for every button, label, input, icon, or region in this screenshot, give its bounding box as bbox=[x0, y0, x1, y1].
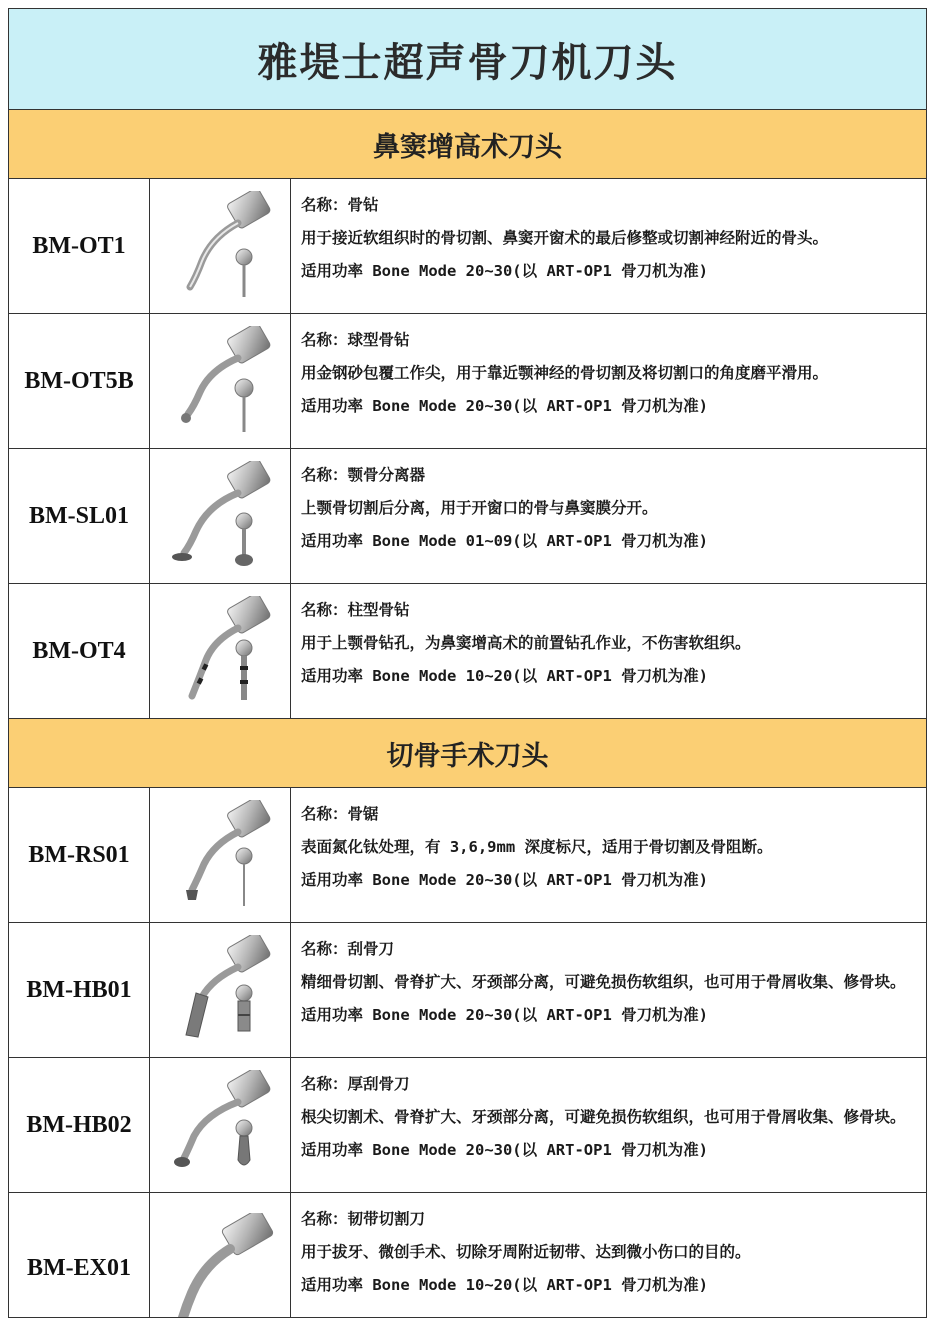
product-power: 适用功率 Bone Mode 01~09(以 ART-OP1 骨刀机为准) bbox=[301, 532, 708, 550]
section-heading-bone-cutting: 切骨手术刀头 bbox=[9, 719, 926, 788]
product-name: 名称：骨钻 bbox=[301, 196, 379, 214]
product-power: 适用功率 Bone Mode 20~30(以 ART-OP1 骨刀机为准) bbox=[301, 262, 708, 280]
product-image bbox=[150, 449, 291, 583]
product-name: 名称：刮骨刀 bbox=[301, 940, 395, 958]
product-code: BM-RS01 bbox=[9, 788, 150, 922]
product-description bbox=[291, 1058, 926, 1192]
flat-blade-tip-icon bbox=[160, 935, 280, 1045]
page-title: 雅堤士超声骨刀机刀头 bbox=[257, 39, 678, 86]
product-row bbox=[9, 788, 926, 923]
product-image bbox=[150, 1193, 291, 1318]
product-image bbox=[150, 179, 291, 313]
round-small-tip-icon bbox=[160, 191, 280, 301]
product-power: 适用功率 Bone Mode 20~30(以 ART-OP1 骨刀机为准) bbox=[301, 1006, 708, 1024]
product-power: 适用功率 Bone Mode 20~30(以 ART-OP1 骨刀机为准) bbox=[301, 1141, 708, 1159]
column-tip-icon bbox=[160, 596, 280, 706]
product-usage: 根尖切割术、骨脊扩大、牙颈部分离，可避免损伤软组织，也可用于骨屑收集、修骨块。 bbox=[301, 1108, 906, 1126]
product-row bbox=[9, 179, 926, 314]
product-name: 名称：柱型骨钻 bbox=[301, 601, 410, 619]
product-code: BM-HB01 bbox=[9, 923, 150, 1057]
thick-blade-tip-icon bbox=[160, 1070, 280, 1180]
product-row bbox=[9, 1193, 926, 1318]
product-row bbox=[9, 584, 926, 719]
product-row bbox=[9, 314, 926, 449]
product-power: 适用功率 Bone Mode 20~30(以 ART-OP1 骨刀机为准) bbox=[301, 871, 708, 889]
product-usage: 表面氮化钛处理，有 3,6,9mm 深度标尺，适用于骨切割及骨阻断。 bbox=[301, 838, 773, 856]
product-code: BM-OT1 bbox=[9, 179, 150, 313]
product-usage: 用于上颚骨钻孔，为鼻窦增高术的前置钻孔作业，不伤害软组织。 bbox=[301, 634, 751, 652]
product-usage: 用于接近软组织时的骨切割、鼻窦开窗术的最后修整或切割神经附近的骨头。 bbox=[301, 229, 829, 247]
product-image bbox=[150, 788, 291, 922]
product-code: BM-OT4 bbox=[9, 584, 150, 718]
product-usage: 用于拔牙、微创手术、切除牙周附近韧带、达到微小伤口的目的。 bbox=[301, 1243, 751, 1261]
product-power: 适用功率 Bone Mode 20~30(以 ART-OP1 骨刀机为准) bbox=[301, 397, 708, 415]
product-name: 名称：韧带切割刀 bbox=[301, 1210, 426, 1228]
product-description bbox=[291, 449, 926, 583]
product-row bbox=[9, 1058, 926, 1193]
product-power: 适用功率 Bone Mode 10~20(以 ART-OP1 骨刀机为准) bbox=[301, 1276, 708, 1294]
product-name: 名称：球型骨钻 bbox=[301, 331, 410, 349]
product-image bbox=[150, 923, 291, 1057]
product-description bbox=[291, 788, 926, 922]
product-description bbox=[291, 1193, 926, 1318]
title-bar bbox=[9, 9, 926, 110]
product-description bbox=[291, 923, 926, 1057]
product-image bbox=[150, 584, 291, 718]
ball-tip-icon bbox=[160, 326, 280, 436]
product-row bbox=[9, 923, 926, 1058]
product-usage: 用金钢砂包覆工作尖，用于靠近颚神经的骨切割及将切割口的角度磨平滑用。 bbox=[301, 364, 829, 382]
product-code: BM-HB02 bbox=[9, 1058, 150, 1192]
product-code: BM-EX01 bbox=[9, 1193, 150, 1318]
product-name: 名称：骨锯 bbox=[301, 805, 379, 823]
product-code: BM-OT5B bbox=[9, 314, 150, 448]
product-description bbox=[291, 179, 926, 313]
product-image bbox=[150, 314, 291, 448]
product-description bbox=[291, 314, 926, 448]
product-code: BM-SL01 bbox=[9, 449, 150, 583]
product-usage: 上颚骨切割后分离，用于开窗口的骨与鼻窦膜分开。 bbox=[301, 499, 658, 517]
product-image bbox=[150, 1058, 291, 1192]
product-name: 名称：颚骨分离器 bbox=[301, 466, 426, 484]
product-name: 名称：厚刮骨刀 bbox=[301, 1075, 410, 1093]
ligament-tip-icon bbox=[160, 1213, 280, 1318]
section-heading-sinus: 鼻窦增高术刀头 bbox=[9, 110, 926, 179]
saw-tip-icon bbox=[160, 800, 280, 910]
product-sheet bbox=[8, 8, 927, 1318]
disc-tip-icon bbox=[160, 461, 280, 571]
product-description bbox=[291, 584, 926, 718]
product-row bbox=[9, 449, 926, 584]
product-usage: 精细骨切割、骨脊扩大、牙颈部分离，可避免损伤软组织，也可用于骨屑收集、修骨块。 bbox=[301, 973, 906, 991]
product-power: 适用功率 Bone Mode 10~20(以 ART-OP1 骨刀机为准) bbox=[301, 667, 708, 685]
